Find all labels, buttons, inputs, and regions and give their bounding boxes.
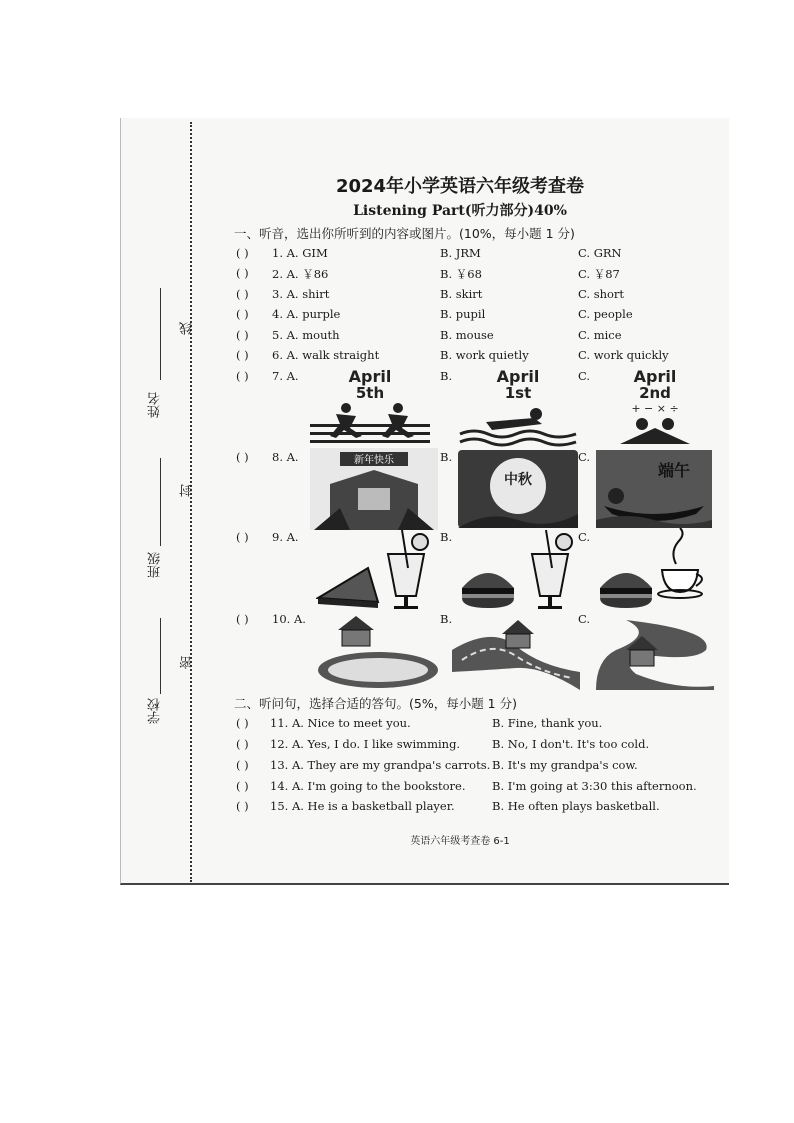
question-row — [236, 737, 716, 755]
picture-april-2nd-math — [600, 366, 710, 448]
question-row — [236, 266, 716, 284]
option-a: 11. A. Nice to meet you. — [270, 716, 411, 730]
seal-line-char: 线 — [180, 322, 195, 335]
answer-blank[interactable]: ( ) — [236, 266, 249, 280]
option-b: B. I'm going at 3:30 this afternoon. — [492, 779, 697, 793]
answer-blank[interactable]: ( ) — [236, 246, 249, 260]
option-b: B. skirt — [440, 287, 483, 301]
answer-blank[interactable]: ( ) — [236, 307, 249, 321]
house-icon — [502, 620, 534, 648]
option-a: 12. A. Yes, I do. I like swimming. — [270, 737, 461, 751]
pic-c-text: 端午 — [657, 461, 691, 480]
option-a: 3. A. shirt — [272, 287, 330, 301]
question-row — [236, 758, 716, 776]
option-b: B. — [440, 369, 453, 383]
answer-blank[interactable]: ( ) — [236, 287, 249, 301]
option-b: B. — [440, 530, 453, 544]
section2-heading: 二、听问句，选择合适的答句。(5%，每小题 1 分) — [234, 696, 517, 711]
option-b: B. Fine, thank you. — [492, 716, 603, 730]
answer-blank[interactable]: ( ) — [236, 369, 249, 383]
answer-blank[interactable]: ( ) — [236, 716, 249, 730]
section1-heading: 一、听音，选出你所听到的内容或图片。(10%，每小题 1 分) — [234, 226, 575, 241]
option-a: 7. A. — [272, 369, 299, 383]
answer-blank[interactable]: ( ) — [236, 758, 249, 772]
class-underline — [160, 458, 161, 546]
answer-blank[interactable]: ( ) — [236, 348, 249, 362]
hamburger-icon — [600, 573, 652, 608]
pic-b-line2: 1st — [504, 384, 532, 402]
option-b: B. mouse — [440, 328, 494, 342]
dragon-boat-art — [596, 450, 712, 528]
juice-icon — [532, 530, 572, 609]
seal-seal-char: 封 — [180, 484, 195, 497]
house-icon — [338, 616, 374, 646]
option-b: B. — [440, 450, 453, 464]
picture-spring-festival — [310, 448, 438, 530]
name-label: 姓名 — [148, 392, 163, 418]
option-a: 8. A. — [272, 450, 299, 464]
picture-sandwich-juice — [316, 528, 440, 612]
picture-house-winding-road — [452, 616, 580, 690]
option-b: B. JRM — [440, 246, 481, 260]
option-c: C. — [578, 369, 591, 383]
option-c: C. short — [578, 287, 625, 301]
exam-subtitle: Listening Part(听力部分)40% — [353, 203, 567, 219]
name-underline — [160, 288, 161, 380]
picture-dragon-boat — [596, 450, 712, 528]
pic-c-line1: April — [633, 367, 677, 386]
answer-blank[interactable]: ( ) — [236, 779, 249, 793]
juice-icon — [388, 530, 428, 609]
student-icon — [620, 418, 690, 444]
picture-april-5th-running — [306, 366, 434, 448]
pic-c-line2: 2nd — [639, 384, 671, 402]
picture-april-1st-swimming — [456, 366, 580, 448]
option-a: 14. A. I'm going to the bookstore. — [270, 779, 466, 793]
option-b: B. It's my grandpa's cow. — [492, 758, 638, 772]
mid-autumn-art — [458, 450, 578, 528]
pic-a-line2: 5th — [355, 384, 385, 402]
answer-blank[interactable]: ( ) — [236, 799, 249, 813]
question-row — [236, 307, 716, 325]
option-b: B. No, I don't. It's too cold. — [492, 737, 650, 751]
option-b: B. pupil — [440, 307, 486, 321]
picture-house-road-bend — [596, 620, 714, 690]
option-b: B. work quietly — [440, 348, 529, 362]
option-a: 4. A. purple — [272, 307, 341, 321]
option-c: C. work quickly — [578, 348, 669, 362]
math-symbols: + − × ÷ — [631, 402, 679, 415]
pic-a-text: 新年快乐 — [354, 455, 394, 466]
picture-mid-autumn — [458, 450, 578, 528]
answer-blank[interactable]: ( ) — [236, 737, 249, 751]
sandwich-icon — [318, 568, 378, 608]
option-c: C. ￥87 — [578, 267, 620, 281]
option-c: C. mice — [578, 328, 622, 342]
school-underline — [160, 618, 161, 694]
question-row — [236, 799, 716, 817]
hamburger-icon — [462, 573, 514, 608]
option-c: C. — [578, 612, 591, 626]
question-row — [236, 779, 716, 797]
option-a: 13. A. They are my grandpa's carrots. — [270, 758, 491, 772]
question-row — [236, 348, 716, 366]
option-a: 10. A. — [272, 612, 306, 626]
picture-hamburger-juice — [456, 528, 580, 612]
swimmer-icon — [486, 408, 542, 430]
answer-blank[interactable]: ( ) — [236, 450, 249, 464]
option-a: 2. A. ￥86 — [272, 267, 329, 281]
option-a: 6. A. walk straight — [272, 348, 380, 362]
question-row — [236, 246, 716, 264]
seal-dense-char: 密 — [180, 656, 195, 669]
question-row — [236, 328, 716, 346]
question-row — [236, 287, 716, 305]
pic-a-line1: April — [348, 367, 392, 386]
question-row — [236, 716, 716, 734]
option-c: C. people — [578, 307, 633, 321]
page-footer: 英语六年级考查卷 6-1 — [410, 836, 510, 847]
option-b: B. — [440, 612, 453, 626]
answer-blank[interactable]: ( ) — [236, 530, 249, 544]
option-b: B. ￥68 — [440, 267, 482, 281]
option-a: 15. A. He is a basketball player. — [270, 799, 455, 813]
seal-dotted-line — [190, 122, 192, 882]
answer-blank[interactable]: ( ) — [236, 328, 249, 342]
option-c: C. — [578, 450, 591, 464]
pic-b-line1: April — [496, 367, 540, 386]
option-a: 9. A. — [272, 530, 299, 544]
option-c: C. GRN — [578, 246, 622, 260]
option-c: C. — [578, 530, 591, 544]
class-label: 班级 — [148, 552, 163, 578]
option-a: 1. A. GIM — [272, 246, 328, 260]
picture-hamburger-coffee — [596, 528, 712, 612]
coffee-cup-icon — [658, 528, 702, 598]
answer-blank[interactable]: ( ) — [236, 612, 249, 626]
exam-title: 2024年小学英语六年级考查卷 — [335, 176, 585, 197]
picture-house-lake — [316, 612, 440, 690]
option-b: B. He often plays basketball. — [492, 799, 660, 813]
option-a: 5. A. mouth — [272, 328, 340, 342]
school-label: 学校 — [148, 698, 163, 724]
pic-b-text: 中秋 — [504, 472, 532, 488]
